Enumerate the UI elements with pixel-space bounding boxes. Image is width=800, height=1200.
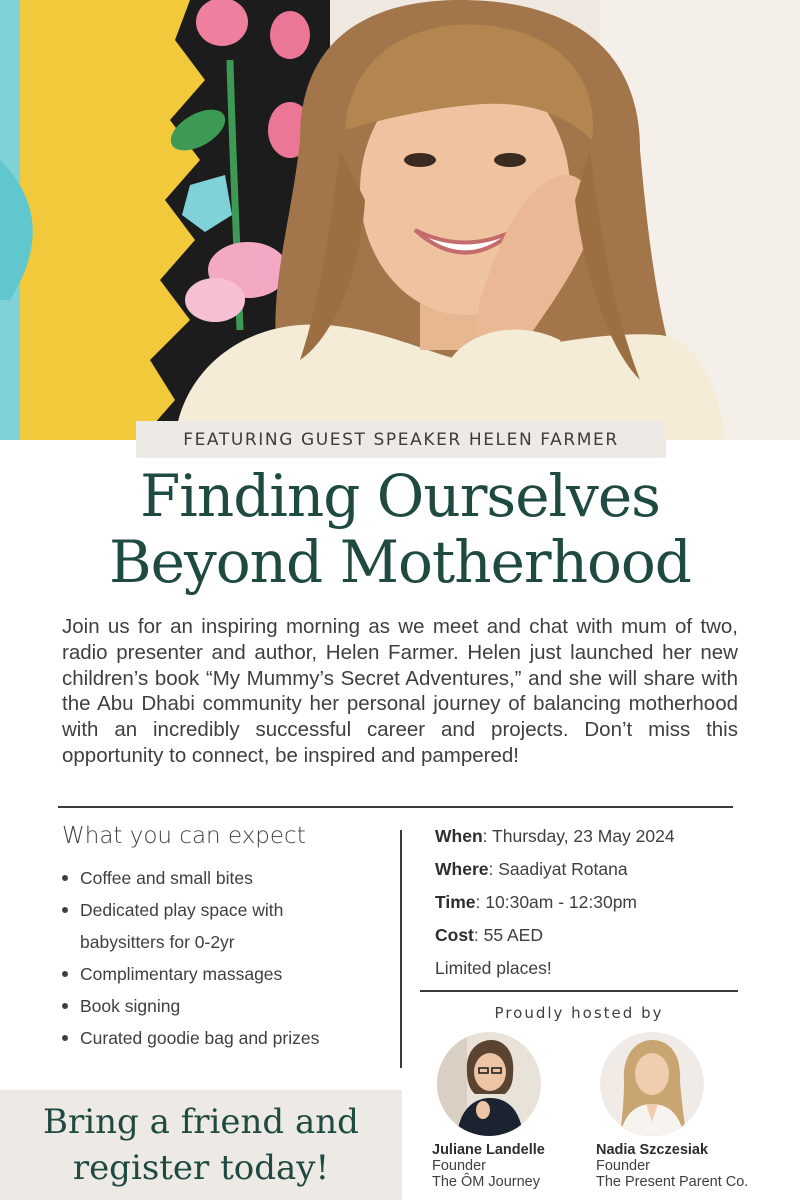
detail-when <box>435 820 765 853</box>
register-call-to-action <box>0 1090 402 1200</box>
detail-cost-label: Cost <box>435 925 474 945</box>
event-details <box>435 820 765 985</box>
hosts-divider <box>420 990 738 992</box>
list-item <box>62 1022 392 1054</box>
limited-places-note: Limited places! <box>435 958 552 978</box>
guest-speaker-banner: FEATURING GUEST SPEAKER HELEN FARMER <box>136 421 666 458</box>
column-divider <box>400 830 402 1068</box>
host-organization: The Present Parent Co. <box>596 1174 749 1190</box>
detail-time <box>435 886 765 919</box>
cta-line-2: register today! <box>72 1148 330 1188</box>
detail-where-label: Where <box>435 859 489 879</box>
detail-when-label: When <box>435 826 483 846</box>
list-item <box>62 894 392 958</box>
expect-list <box>62 862 392 1054</box>
host-role: Founder <box>596 1158 651 1174</box>
list-item <box>62 958 392 990</box>
host-nadia <box>596 1142 748 1190</box>
list-item <box>62 862 392 894</box>
host-avatar-nadia <box>600 1032 704 1136</box>
list-item-label: Complimentary massages <box>80 964 283 984</box>
host-organization: The ÔM Journey <box>432 1174 540 1190</box>
detail-where-value: : Saadiyat Rotana <box>488 859 628 879</box>
host-juliane <box>432 1142 545 1190</box>
host-avatar-juliane <box>437 1032 541 1136</box>
event-title <box>0 463 800 595</box>
event-title-line-2: Beyond Motherhood <box>109 528 691 596</box>
event-description: Join us for an inspiring morning as we meet and chat with mum of two, radio presenter and author, Helen Farmer. Helen just launched her new children’s book “My Mummy’s Secret Adventures,” and she will share with the Abu Dhabi community her personal journey of balancing motherhood with an incredibly successful career and projects. Don’t miss this opportunity to connect, be inspired and pampered! <box>62 615 738 767</box>
list-item <box>62 990 392 1022</box>
list-item-label: Curated goodie bag and prizes <box>80 1028 320 1048</box>
list-item-label: Coffee and small bites <box>80 868 253 888</box>
list-item-label-continued: babysitters for 0-2yr <box>80 932 235 952</box>
expect-heading: What you can expect <box>62 823 306 849</box>
cta-line-1: Bring a friend and <box>43 1102 359 1142</box>
detail-time-value: : 10:30am - 12:30pm <box>475 892 638 912</box>
detail-cost <box>435 919 765 952</box>
detail-cost-value: : 55 AED <box>473 925 543 945</box>
event-title-line-1: Finding Ourselves <box>140 462 660 530</box>
list-item-label: Dedicated play space with <box>80 900 284 920</box>
host-name: Juliane Landelle <box>432 1142 545 1158</box>
host-name: Nadia Szczesiak <box>596 1142 709 1158</box>
detail-time-label: Time <box>435 892 476 912</box>
section-divider <box>58 806 733 808</box>
host-role: Founder <box>432 1158 487 1174</box>
list-item-label: Book signing <box>80 996 181 1016</box>
hosted-by-heading: Proudly hosted by <box>494 1004 664 1022</box>
detail-when-value: : Thursday, 23 May 2024 <box>482 826 675 846</box>
detail-where <box>435 853 765 886</box>
hero-photo <box>0 0 800 440</box>
speaker-portrait-image <box>0 0 800 440</box>
